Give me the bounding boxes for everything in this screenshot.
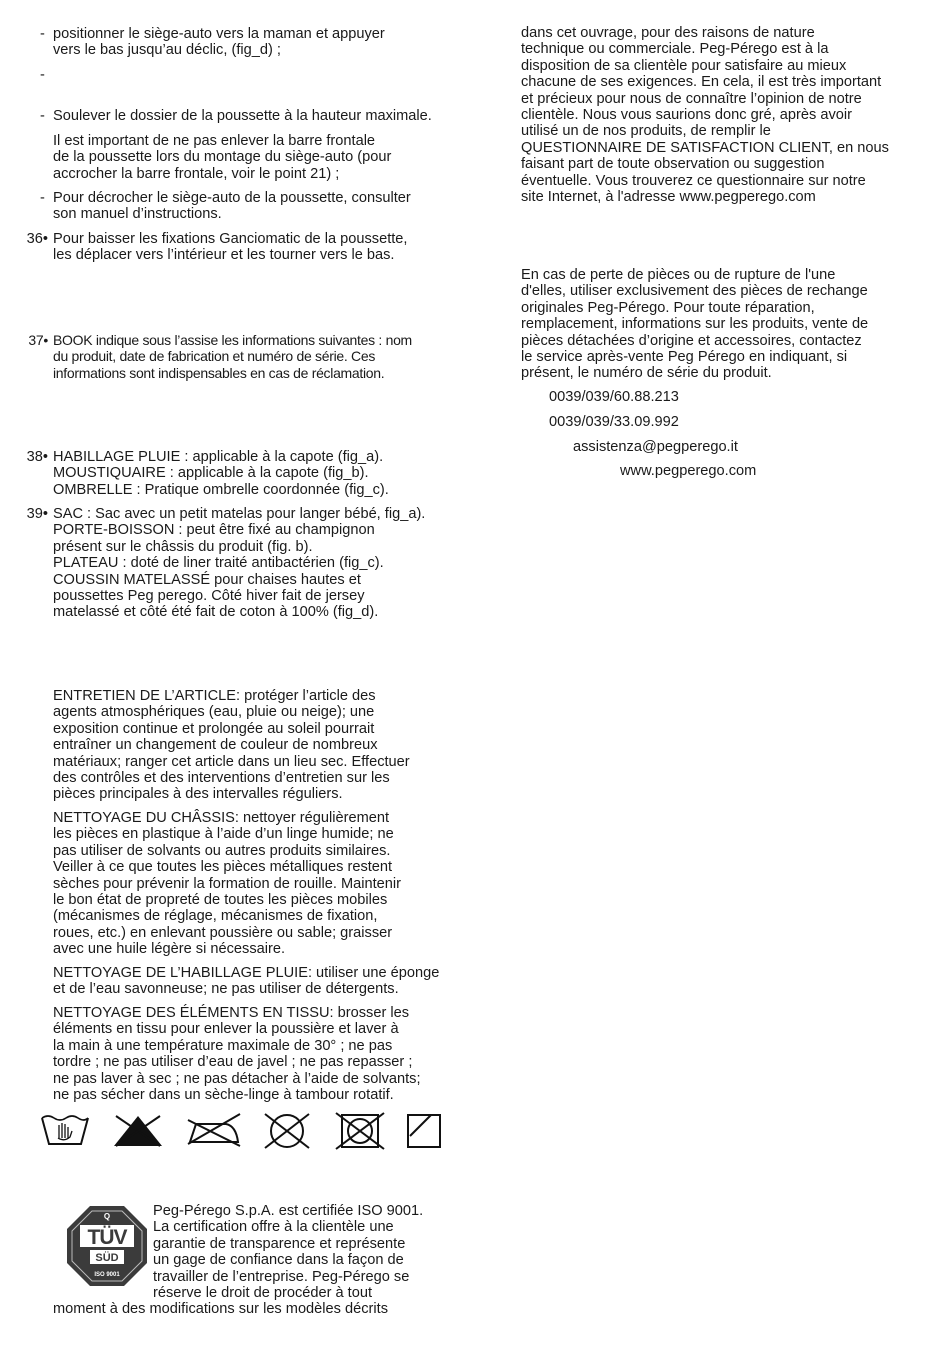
hand-wash-icon bbox=[40, 1112, 90, 1148]
no-dry-clean-icon bbox=[259, 1112, 315, 1150]
fax-number: 0039/039/33.09.992 bbox=[549, 414, 679, 430]
bullet-dash: - bbox=[40, 108, 45, 124]
phone-number: 0039/039/60.88.213 bbox=[549, 389, 679, 405]
front-bar-note: Il est important de ne pas enlever la barre frontale de la poussette lors du montage du siège-auto (pour accrocher la barre frontale, voir le point 21) ; bbox=[53, 133, 392, 182]
chassis-cleaning-paragraph: NETTOYAGE DU CHÂSSIS: nettoyer régulièrement les pièces en plastique à l’aide d’un linge humide; ne pas utiliser de solvants ou autres produits similaires. Veiller à ce que toutes les pièces métalliques restent sèches pour prévenir la formation de rouille. Maintenir le bon état de propreté de toutes les pièces mobiles (mécanismes de réglage, mécanismes de fixation, roues, etc.) en enlevant poussière ou sable; graisser avec une huile légère si nécessaire. bbox=[53, 810, 401, 958]
iso-certification-tail: moment à des modifications sur les modèles décrits bbox=[53, 1301, 388, 1317]
tuv-certification-logo bbox=[66, 1205, 148, 1287]
instruction-line: Pour décrocher le siège-auto de la poussette, consulter son manuel d’instructions. bbox=[53, 190, 411, 223]
item-number: 39• bbox=[26, 506, 48, 522]
no-bleach-icon bbox=[110, 1112, 166, 1148]
item-37-text: BOOK indique sous l’assise les informations suivantes : nom du produit, date de fabrication et numéro de série. Ces informations sont indispensables en cas de réclamation. bbox=[53, 332, 412, 381]
fabric-cleaning-paragraph: NETTOYAGE DES ÉLÉMENTS EN TISSU: brosser les éléments en tissu pour enlever la poussière et laver à la main à une température maximale de 30° ; ne pas tordre ; ne pas utiliser d’eau de javel ; ne pas repasser ; ne pas laver à sec ; ne pas détacher à l’aide de solvants; ne pas sécher dans un sèche-linge à tambour rotatif. bbox=[53, 1005, 421, 1104]
rain-cover-cleaning-paragraph: NETTOYAGE DE L’HABILLAGE PLUIE: utiliser une éponge et de l’eau savonneuse; ne pas utiliser de détergents. bbox=[53, 965, 440, 998]
item-38-text: HABILLAGE PLUIE : applicable à la capote (fig_a). MOUSTIQUAIRE : applicable à la capote (fig_b). OMBRELLE : Pratique ombrelle coordonnée (fig_c). bbox=[53, 449, 389, 498]
instruction-line: Soulever le dossier de la poussette à la hauteur maximale. bbox=[53, 108, 432, 124]
satisfaction-paragraph: dans cet ouvrage, pour des raisons de nature technique ou commerciale. Peg-Pérego est à la disposition de sa clientèle pour satisfaire au mieux chacune de ses exigences. En cela, il est très important et précieux pour nous de connaître l’opinion de notre clientèle. Nous vous saurions donc gré, après avoir utilisé un de nos produits, de remplir le QUESTIONNAIRE DE SATISFACTION CLIENT, en nous faisant part de toute observation ou suggestion éventuelle. Vous trouverez ce questionnaire sur notre site Internet, à l'adresse www.pegperego.com bbox=[521, 25, 889, 206]
spare-parts-paragraph: En cas de perte de pièces ou de rupture de l'une d'elles, utiliser exclusivement des pièces de rechange originales Peg-Pérego. Pour toute réparation, remplacement, informations sur les produits, vente de pièces détachées d’origine et accessoires, contactez le service après-vente Peg Pérego en indiquant, si présent, le numéro de série du produit. bbox=[521, 267, 869, 382]
iso-certification-text: Peg-Pérego S.p.A. est certifiée ISO 9001. La certification offre à la clientèle une garantie de transparence et représente un gage de confiance dans la façon de travailler de l’entreprise. Peg-Pérego se réserve le droit de procéder à tout bbox=[153, 1203, 424, 1302]
bullet-dash: - bbox=[40, 67, 45, 83]
instruction-line: positionner le siège-auto vers la maman et appuyer vers le bas jusqu’au déclic, (fig_d) ; bbox=[53, 26, 385, 59]
item-number: 36• bbox=[26, 231, 48, 247]
website-url: www.pegperego.com bbox=[620, 463, 757, 479]
item-number: 38• bbox=[26, 449, 48, 465]
item-36-text: Pour baisser les fixations Ganciomatic de la poussette, les déplacer vers l’intérieur et les tourner vers le bas. bbox=[53, 231, 408, 264]
tuv-sud: SÜD bbox=[95, 1252, 119, 1264]
support-email: assistenza@pegperego.it bbox=[573, 439, 738, 455]
tuv-brand: TÜV bbox=[87, 1226, 127, 1249]
bullet-dash: - bbox=[40, 26, 45, 42]
bullet-dash: - bbox=[40, 190, 45, 206]
no-tumble-dry-icon bbox=[333, 1112, 387, 1150]
no-ironing-icon bbox=[186, 1112, 242, 1148]
tuv-q-mark: Q bbox=[103, 1212, 111, 1221]
item-number: 37• bbox=[28, 332, 48, 348]
maintenance-paragraph: ENTRETIEN DE L’ARTICLE: protéger l’article des agents atmosphériques (eau, pluie ou neige); une exposition continue et prolongée au soleil pourrait entraîner un changement de couleur de nombreux matériaux; ranger cet article dans un lieu sec. Effectuer des contrôles et des interventions d’entretien sur les pièces principales à des intervalles réguliers. bbox=[53, 688, 410, 803]
tuv-iso: ISO 9001 bbox=[94, 1272, 120, 1278]
line-dry-icon bbox=[405, 1112, 443, 1150]
item-39-text: SAC : Sac avec un petit matelas pour langer bébé, fig_a). PORTE-BOISSON : peut être fixé au champignon présent sur le châssis du produit (fig. b). PLATEAU : doté de liner traité antibactérien (fig_c). COUSSIN MATELASSÉ pour chaises hautes et poussettes Peg perego. Côté hiver fait de jersey matelassé et côté été fait de coton à 100% (fig_d). bbox=[53, 506, 426, 621]
